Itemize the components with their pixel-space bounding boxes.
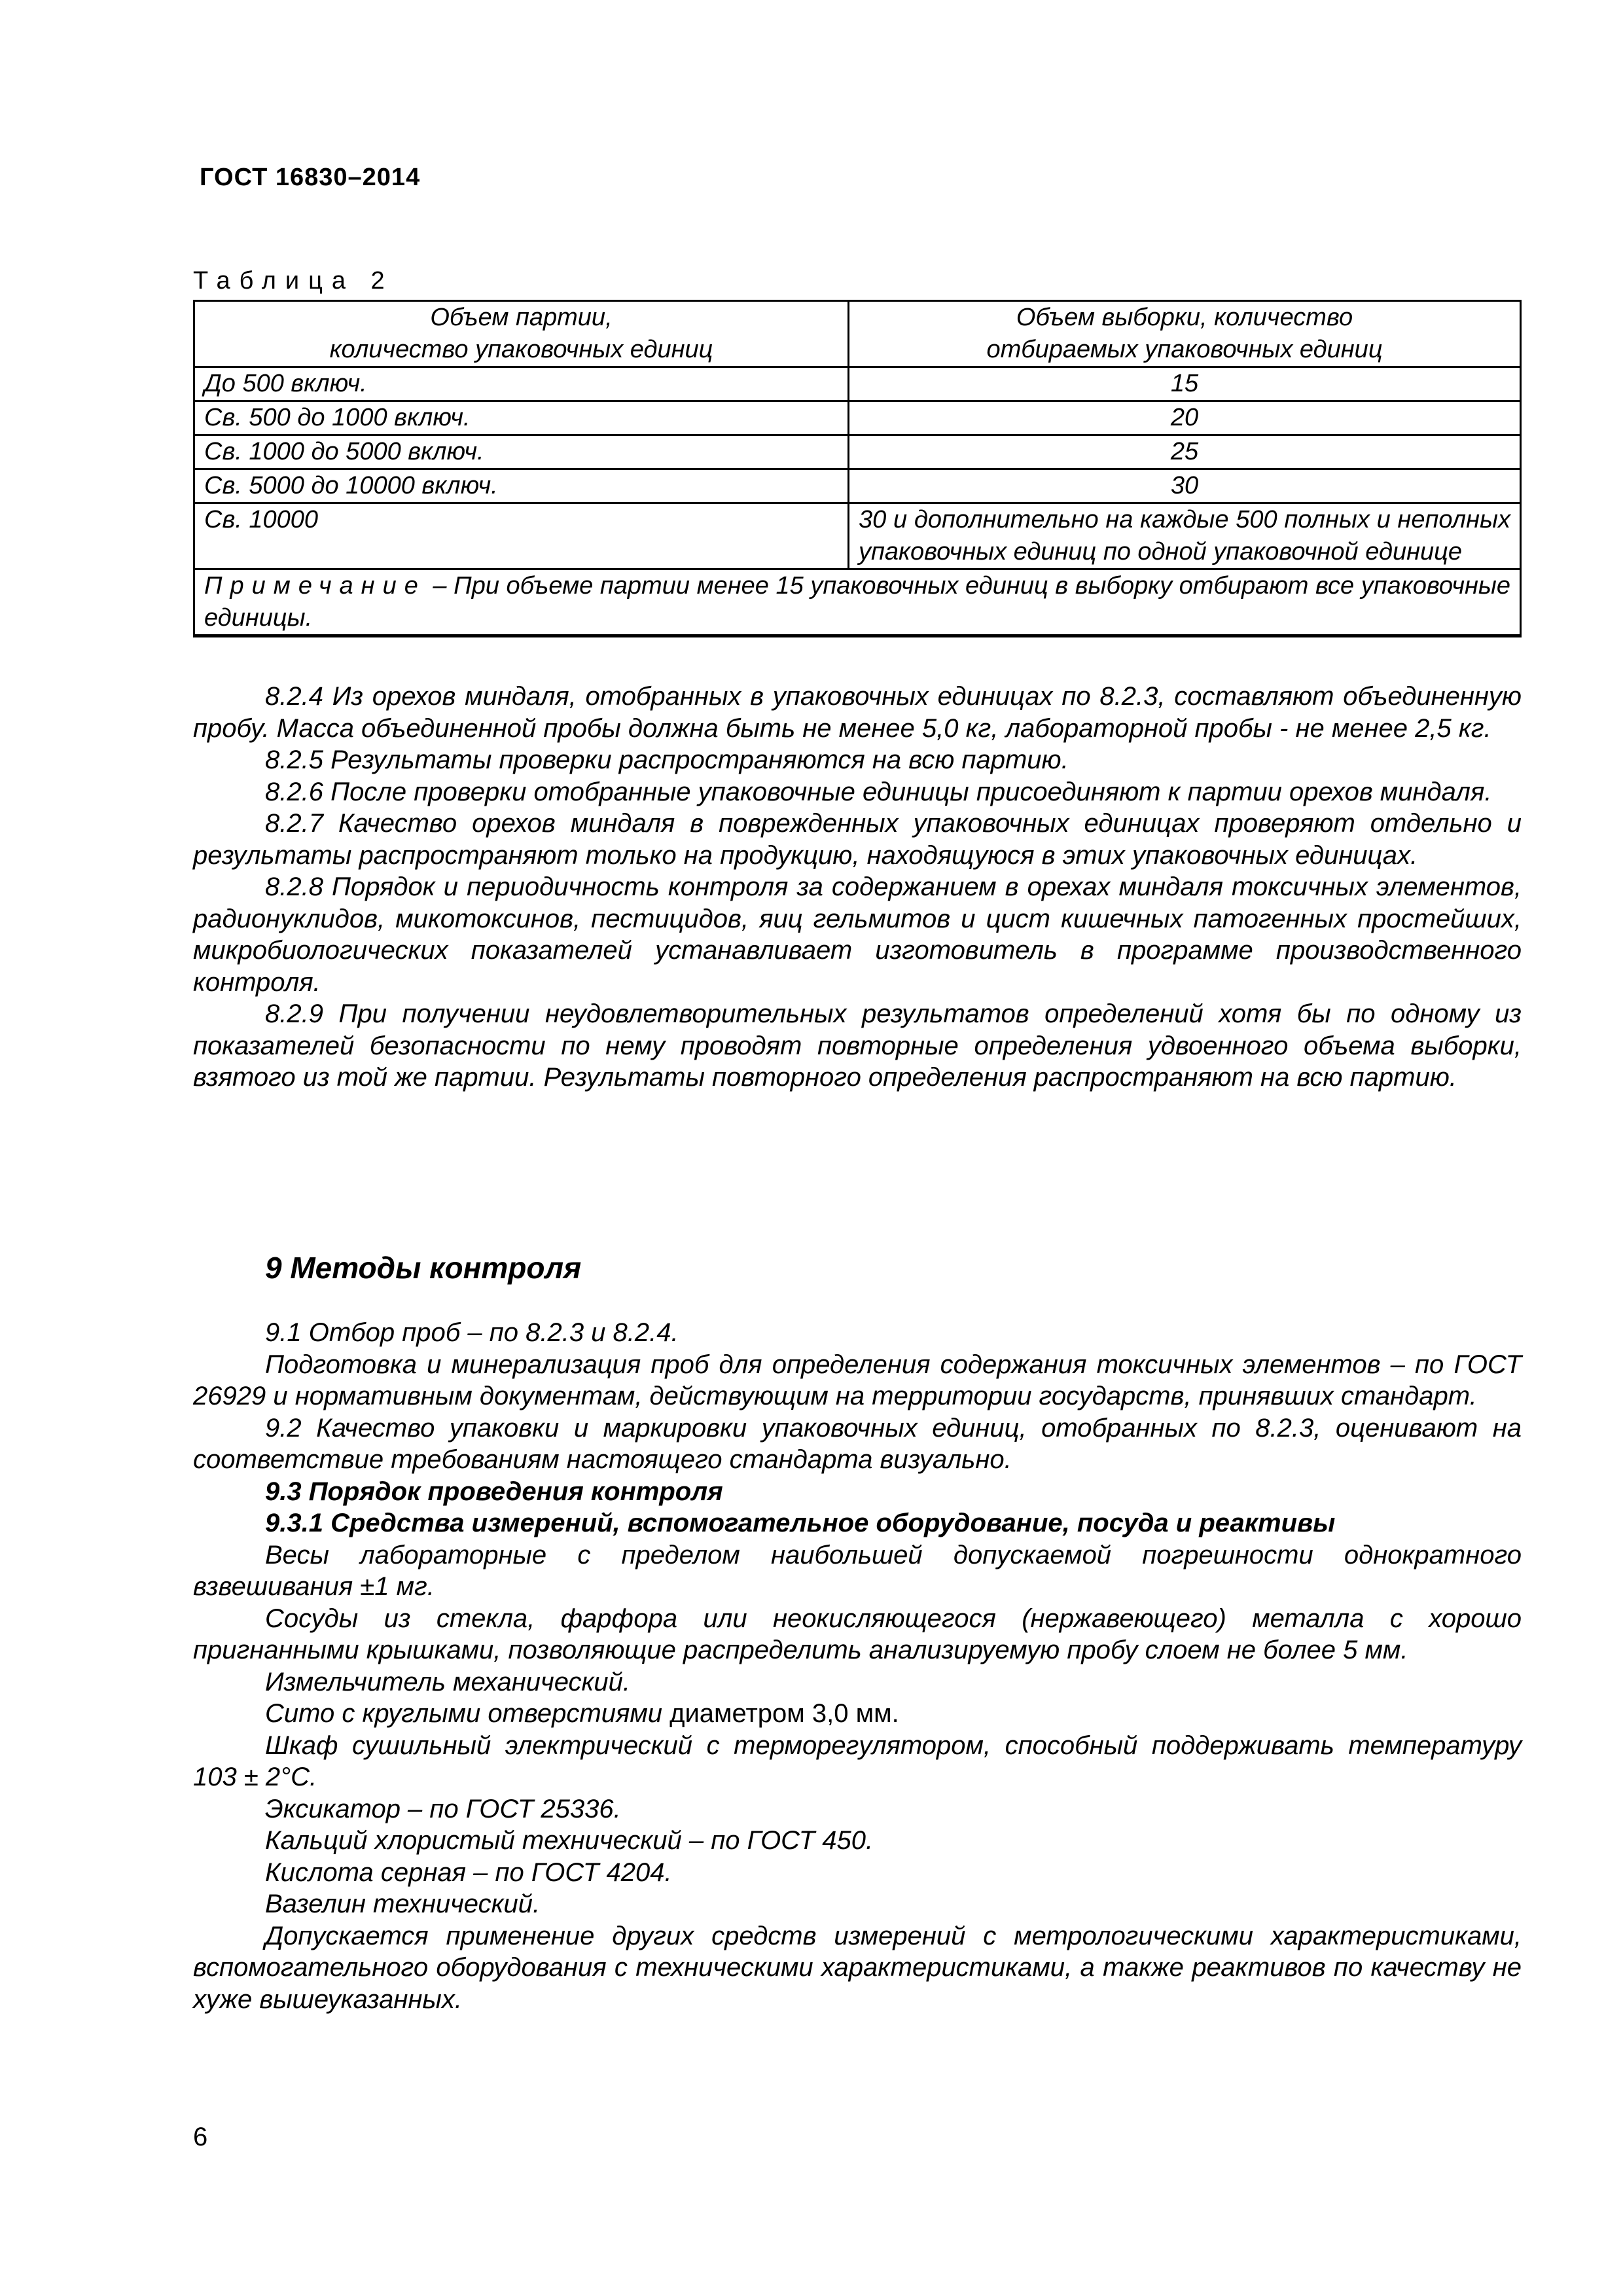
section-9-paragraphs: [193, 1317, 1522, 2015]
table-note-row: [194, 569, 1521, 636]
table-cell-lot: Св. 5000 до 10000 включ.: [194, 469, 849, 503]
table-cell-lot: Св. 1000 до 5000 включ.: [194, 435, 849, 469]
paragraph-8-2-6: 8.2.6 После проверки отобранные упаковочные единицы присоединяют к партии орехов миндаля.: [265, 777, 1492, 806]
section-8-paragraphs: [193, 681, 1522, 1094]
paragraph-8-2-7: 8.2.7 Качество орехов миндаля в поврежденных упаковочных единицах проверяют отдельно и результаты распространяют только на продукцию, находящуюся в этих упаковочных единицах.: [193, 809, 1522, 870]
table-row: [194, 469, 1521, 503]
item-sieve: Сито с круглыми отверстиями диаметром 3,0 мм.: [265, 1699, 899, 1728]
table-caption: Таблица 2: [193, 267, 394, 295]
table-note: [194, 569, 1521, 636]
table-header-sample: Объем выборки, количество отбираемых упаковочных единиц: [849, 301, 1521, 367]
paragraph-9-1: 9.1 Отбор проб – по 8.2.3 и 8.2.4.: [265, 1318, 679, 1347]
paragraph-8-2-8: 8.2.8 Порядок и периодичность контроля за содержанием в орехах миндаля токсичных элементов, радионуклидов, микотоксинов, пестицидов, яиц гельмитов и цист кишечных патогенных простейших, микробиологических показателей устанавливает изготовитель в программе производственного контроля.: [193, 872, 1522, 997]
table-cell-sample: 15: [849, 367, 1521, 401]
item-oven: Шкаф сушильный электрический с терморегулятором, способный поддерживать температуру 103 ± 2°С.: [193, 1731, 1522, 1791]
heading-9-3-1: 9.3.1 Средства измерений, вспомогательное оборудование, посуда и реактивы: [265, 1509, 1336, 1537]
section-9-title: 9 Методы контроля: [265, 1251, 582, 1285]
paragraph-8-2-9: 8.2.9 При получении неудовлетворительных результатов определений хотя бы по одному из показателей безопасности по нему проводят повторные определения удвоенного объема выборки, взятого из той же партии. Результаты повторного определения распространяют на всю партию.: [193, 999, 1522, 1092]
item-sulfuric-acid: Кислота серная – по ГОСТ 4204.: [265, 1857, 672, 1887]
table-row: [194, 367, 1521, 401]
paragraph-8-2-4: 8.2.4 Из орехов миндаля, отобранных в упаковочных единицах по 8.2.3, составляют объединенную пробу. Масса объединенной пробы должна быть не менее 5,0 кг, лабораторной пробы - не менее 2,5 кг.: [193, 682, 1522, 743]
table-row: [194, 435, 1521, 469]
table-header-lot: Объем партии, количество упаковочных единиц: [194, 301, 849, 367]
sampling-table: [193, 300, 1522, 637]
paragraph-8-2-5: 8.2.5 Результаты проверки распространяются на всю партию.: [265, 745, 1069, 774]
paragraph-alternatives: Допускается применение других средств измерений с метрологическими характеристиками, вспомогательного оборудования с техническими характеристиками, а также реактивов по качеству не хуже вышеуказанных.: [193, 1921, 1522, 2014]
paragraph-9-1-preparation: Подготовка и минерализация проб для определения содержания токсичных элементов – по ГОСТ 26929 и нормативным документам, действующим на территории государств, принявших стандарт.: [193, 1350, 1522, 1410]
document-header: ГОСТ 16830–2014: [200, 164, 421, 191]
note-text: – При объеме партии менее 15 упаковочных единиц в выборку отбирают все упаковочные единицы.: [204, 572, 1510, 632]
table-cell-lot: Св. 500 до 1000 включ.: [194, 401, 849, 435]
heading-9-3: 9.3 Порядок проведения контроля: [265, 1477, 723, 1506]
table-header-row: [194, 301, 1521, 367]
table-cell-lot: Св. 10000: [194, 503, 849, 569]
table-cell-sample: 25: [849, 435, 1521, 469]
item-vessels: Сосуды из стекла, фарфора или неокисляющегося (нержавеющего) металла с хорошо пригнанными крышками, позволяющие распределить анализируемую пробу слоем не более 5 мм.: [193, 1604, 1522, 1664]
item-grinder: Измельчитель механический.: [265, 1667, 630, 1696]
item-scales: Весы лабораторные с пределом наибольшей допускаемой погрешности однократного взвешивания ±1 мг.: [193, 1540, 1522, 1601]
page-number: 6: [193, 2123, 208, 2151]
table-cell-sample: 30: [849, 469, 1521, 503]
table-cell-lot: До 500 включ.: [194, 367, 849, 401]
paragraph-9-2: 9.2 Качество упаковки и маркировки упаковочных единиц, отобранных по 8.2.3, оценивают на соответствие требованиям настоящего стандарта визуально.: [193, 1413, 1522, 1474]
table-row: [194, 401, 1521, 435]
table-row: [194, 503, 1521, 569]
item-vaseline: Вазелин технический.: [265, 1890, 541, 1918]
item-calcium-chloride: Кальций хлористый технический – по ГОСТ 450.: [265, 1826, 874, 1855]
note-label: Примечание: [204, 572, 426, 600]
table-cell-sample: 20: [849, 401, 1521, 435]
item-desiccator: Эксикатор – по ГОСТ 25336.: [265, 1794, 621, 1823]
table-cell-sample: 30 и дополнительно на каждые 500 полных и неполных упаковочных единиц по одной упаковочной единице: [849, 503, 1521, 569]
